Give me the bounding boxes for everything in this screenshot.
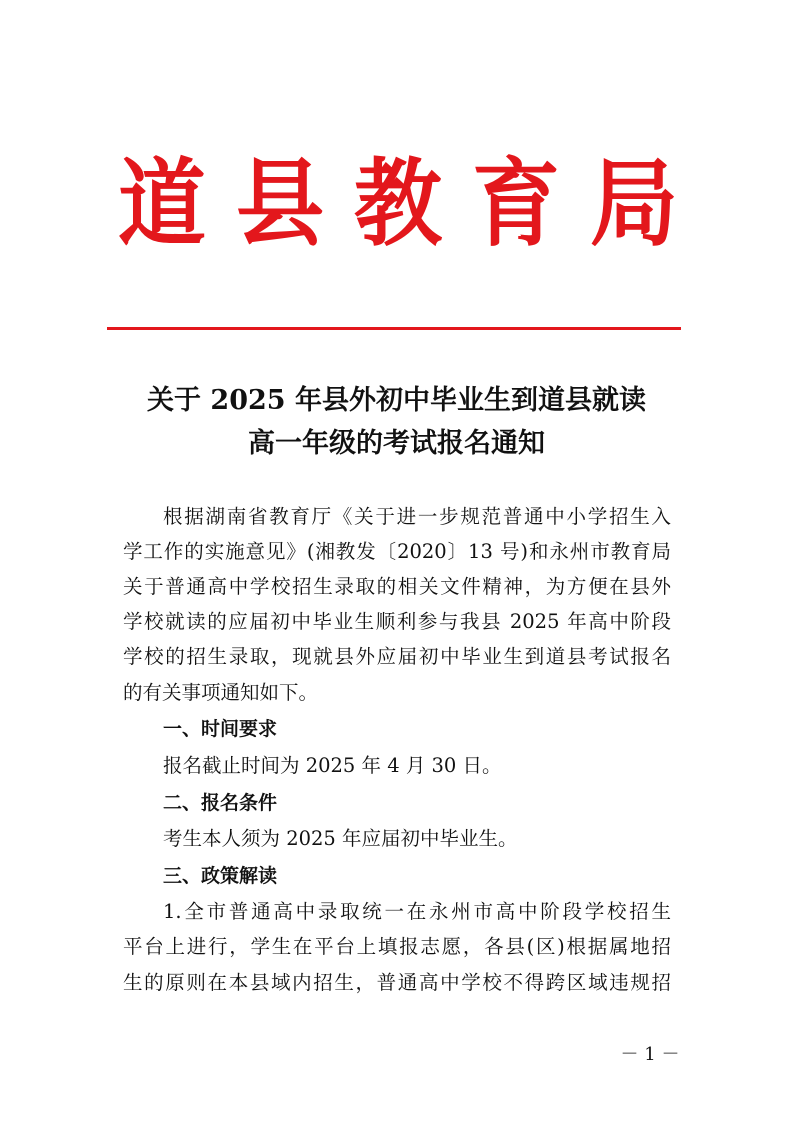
red-divider-line — [107, 327, 681, 330]
section-text: 生的原则在本县域内招生，普通高中学校不得跨区域违规招 — [123, 971, 671, 994]
intro-line: 学校就读的应届初中毕业生顺利参与我县 2025 年高中阶段 — [123, 610, 671, 633]
document-title-line-1: 关于 2025 年县外初中毕业生到道县就读 — [147, 385, 646, 416]
issuing-authority-header — [118, 148, 678, 258]
section-heading-policy-interpretation: 三、政策解读 — [163, 865, 278, 887]
header-char: 县 — [235, 146, 324, 260]
intro-line: 学工作的实施意见》(湘教发〔2020〕13 号)和永州市教育局 — [123, 540, 671, 563]
page-number: － 1 － — [620, 1044, 680, 1065]
section-text: 1.全市普通高中录取统一在永州市高中阶段学校招生 — [163, 900, 671, 923]
intro-line: 的有关事项通知如下。 — [123, 681, 319, 704]
header-char: 教 — [353, 146, 442, 260]
section-text: 报名截止时间为 2025 年 4 月 30 日。 — [163, 754, 502, 777]
intro-line: 关于普通高中学校招生录取的相关文件精神，为方便在县外 — [123, 575, 671, 598]
header-char: 道 — [118, 146, 207, 260]
header-char: 育 — [471, 146, 560, 260]
intro-line: 根据湖南省教育厅《关于进一步规范普通中小学招生入 — [163, 505, 671, 528]
section-text: 考生本人须为 2025 年应届初中毕业生。 — [163, 827, 518, 850]
section-text: 平台上进行，学生在平台上填报志愿，各县(区)根据属地招 — [123, 935, 671, 958]
header-char: 局 — [589, 146, 678, 260]
intro-line: 学校的招生录取，现就县外应届初中毕业生到道县考试报名 — [123, 645, 671, 668]
section-heading-time-requirements: 一、时间要求 — [163, 718, 278, 740]
section-heading-eligibility: 二、报名条件 — [163, 792, 278, 814]
document-title-line-2: 高一年级的考试报名通知 — [248, 428, 545, 459]
